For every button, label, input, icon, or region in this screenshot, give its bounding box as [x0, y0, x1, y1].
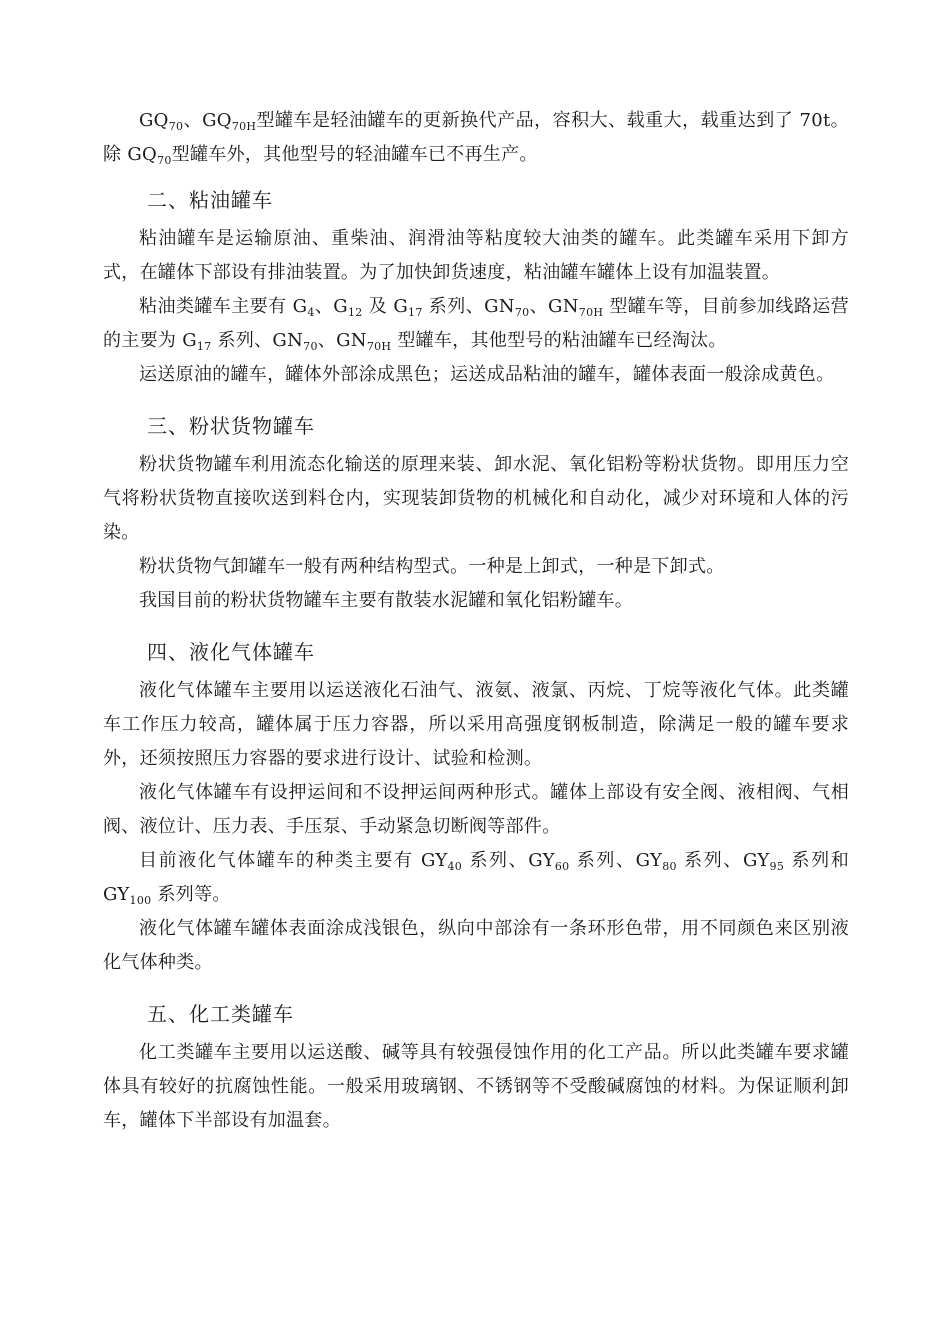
subscript-text: 70: [514, 306, 530, 319]
paragraph-text: 粉状货物罐车利用流态化输送的原理来装、卸水泥、氧化铝粉等粉状货物。即用压力空气将粉状货物直接吹送到料仓内，实现装卸货物的机械化和自动化，减少对环境和人体的污染。: [103, 454, 849, 543]
body-paragraph: [103, 550, 849, 584]
body-paragraph: [103, 448, 849, 550]
subscript-text: 40: [447, 860, 463, 873]
body-paragraph: [103, 844, 856, 912]
section-viscous-oil-tank-car: [103, 178, 849, 392]
paragraph-text: 粉状货物气卸罐车一般有两种结构型式。一种是上卸式，一种是下卸式。: [139, 556, 725, 577]
paragraph-text: 系列、GY: [676, 850, 770, 871]
paragraph-text: 系列和 GY: [103, 850, 856, 905]
body-paragraph: [103, 912, 849, 980]
paragraph-text: 系列等。: [151, 884, 231, 905]
paragraph-text: 系列、GN: [211, 330, 304, 351]
body-paragraph: [103, 290, 849, 358]
section-chemical-tank-car: [103, 992, 849, 1138]
body-paragraph: [103, 776, 849, 844]
paragraph-text: 、G: [314, 296, 348, 317]
subscript-text: 80: [662, 860, 677, 873]
paragraph-text: 及 G: [362, 296, 409, 317]
section-heading: 三、粉状货物罐车: [147, 414, 315, 438]
paragraph-text: 、GN: [529, 296, 579, 317]
paragraph-text: 目前液化气体罐车的种类主要有 GY: [139, 850, 448, 871]
paragraph-text: 运送原油的罐车，罐体外部涂成黑色；运送成品粘油的罐车，罐体表面一般涂成黄色。: [139, 364, 835, 385]
subscript-text: 60: [554, 860, 570, 873]
paragraph-text: 我国目前的粉状货物罐车主要有散装水泥罐和氧化铝粉罐车。: [139, 590, 634, 611]
paragraph-text: 化工类罐车主要用以运送酸、碱等具有较强侵蚀作用的化工产品。所以此类罐车要求罐体具有较好的抗腐蚀性能。一般采用玻璃钢、不锈钢等不受酸碱腐蚀的材料。为保证顺利卸车，罐体下半部设有加温套。: [103, 1042, 849, 1131]
paragraph-text: 粘油类罐车主要有 G: [139, 296, 308, 317]
section-liquefied-gas-tank-car: [103, 630, 856, 980]
subscript-text: 70H: [366, 340, 392, 353]
subscript-text: 4: [307, 306, 315, 319]
section-powder-tank-car: [103, 404, 849, 618]
paragraph-text: 粘油罐车是运输原油、重柴油、润滑油等粘度较大油类的罐车。此类罐车采用下卸方式，在罐体下部设有排油装置。为了加快卸货速度，粘油罐车罐体上设有加温装置。: [103, 228, 849, 283]
subscript-text: 17: [408, 306, 423, 319]
subscript-text: 100: [129, 894, 152, 907]
subscript-text: 70: [303, 340, 318, 353]
paragraph-text: 系列、GY: [462, 850, 555, 871]
subscript-text: 70: [168, 120, 184, 133]
section-heading: 四、液化气体罐车: [147, 640, 315, 664]
section-heading: 五、化工类罐车: [147, 1002, 294, 1026]
paragraph-text: 、GN: [317, 330, 367, 351]
subscript-text: 17: [196, 340, 212, 353]
paragraph-text: 型罐车，其他型号的粘油罐车已经淘汰。: [391, 330, 727, 351]
paragraph-text: 系列、GY: [569, 850, 663, 871]
paragraph-text: 型罐车是轻油罐车的更新换代产品，容积大、载重大，载重达到了 70t。除 GQ: [103, 110, 849, 165]
paragraph-text: 型罐车外，其他型号的轻油罐车已不再生产。: [171, 144, 538, 165]
intro-paragraph: [103, 104, 849, 172]
paragraph-text: 液化气体罐车罐体表面涂成浅银色，纵向中部涂有一条环形色带，用不同颜色来区别液化气体种类。: [103, 918, 849, 973]
intro-block: [103, 104, 849, 172]
document-body: [103, 104, 856, 1150]
paragraph-text: 、GQ: [183, 110, 232, 131]
body-paragraph: [103, 222, 849, 290]
paragraph-text: 系列、GN: [422, 296, 515, 317]
paragraph-text: GQ: [139, 110, 169, 131]
body-paragraph: [103, 674, 849, 776]
paragraph-text: 型罐车等，目前参加线路运营的主要为 G: [103, 296, 850, 351]
subscript-text: 70H: [578, 306, 604, 319]
body-paragraph: [103, 584, 849, 618]
subscript-text: 70H: [231, 120, 257, 133]
subscript-text: 95: [769, 860, 785, 873]
body-paragraph: [103, 358, 849, 392]
subscript-text: 12: [347, 306, 363, 319]
body-paragraph: [103, 1036, 849, 1138]
subscript-text: 70: [157, 154, 172, 167]
paragraph-text: 液化气体罐车有设押运间和不设押运间两种形式。罐体上部设有安全阀、液相阀、气相阀、液位计、压力表、手压泵、手动紧急切断阀等部件。: [103, 782, 849, 837]
paragraph-text: 液化气体罐车主要用以运送液化石油气、液氨、液氯、丙烷、丁烷等液化气体。此类罐车工作压力较高，罐体属于压力容器，所以采用高强度钢板制造，除满足一般的罐车要求外，还须按照压力容器的要求进行设计、试验和检测。: [103, 680, 849, 769]
section-heading: 二、粘油罐车: [147, 188, 273, 212]
